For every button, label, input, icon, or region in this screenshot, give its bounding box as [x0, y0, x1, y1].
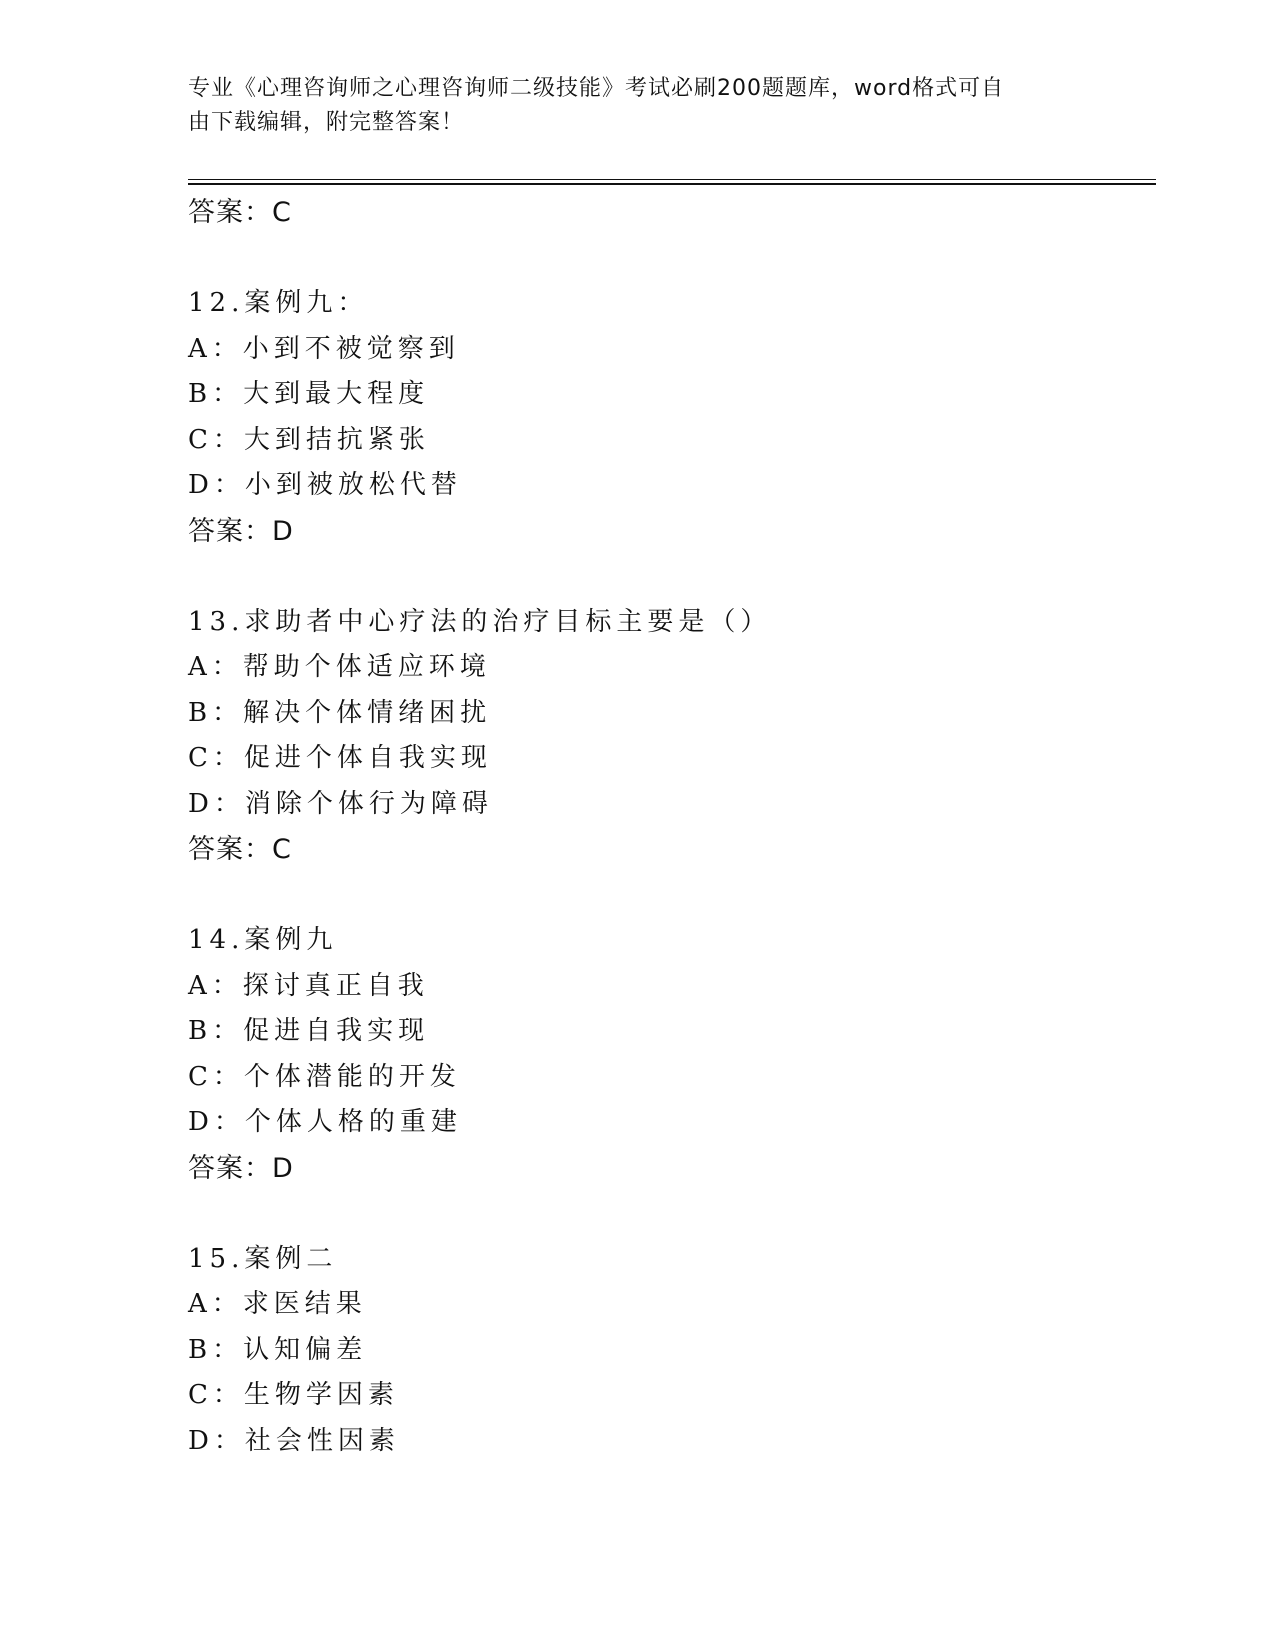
question-list: [188, 190, 1148, 1464]
option-b: B：解决个体情绪困扰: [188, 697, 492, 728]
answer: 答案：D: [188, 515, 294, 547]
question-stem: 12.案例九：: [188, 288, 369, 318]
question-block: [188, 281, 1148, 554]
answer: 答案：C: [188, 834, 292, 865]
question-stem: 15.案例二: [188, 1243, 338, 1274]
option-b: B：认知偏差: [188, 1334, 368, 1365]
option-a: A：小到不被觉察到: [188, 333, 460, 364]
option-b: B：大到最大程度: [188, 379, 430, 409]
option-c: C：个体潜能的开发: [188, 1061, 461, 1092]
previous-answer: 答案：C: [188, 197, 292, 228]
question-stem: 14.案例九: [188, 925, 338, 955]
option-d: D：消除个体行为障碍: [188, 788, 493, 819]
question-block: [188, 1237, 1148, 1465]
question-block: [188, 600, 1148, 873]
question-block: [188, 918, 1148, 1191]
option-d: D：社会性因素: [188, 1425, 400, 1456]
option-b: B：促进自我实现: [188, 1016, 430, 1046]
option-a: A：求医结果: [188, 1289, 367, 1319]
option-a: A：帮助个体适应环境: [188, 652, 491, 682]
header-divider-thick: [188, 183, 1156, 185]
header-line-1: 专业《心理咨询师之心理咨询师二级技能》考试必刷200题题库，word格式可自: [188, 76, 1005, 101]
header-line-2: 由下载编辑，附完整答案！: [188, 110, 465, 135]
option-c: C：生物学因素: [188, 1380, 399, 1410]
option-c: C：促进个体自我实现: [188, 743, 492, 773]
answer: 答案：D: [188, 1152, 294, 1184]
option-a: A：探讨真正自我: [188, 970, 429, 1001]
option-d: D：小到被放松代替: [188, 470, 462, 500]
document-header: [188, 72, 1068, 140]
header-divider-thin: [188, 179, 1156, 180]
option-c: C：大到拮抗紧张: [188, 424, 430, 455]
option-d: D：个体人格的重建: [188, 1107, 462, 1137]
question-stem: 13.求助者中心疗法的治疗目标主要是（）: [188, 606, 772, 637]
